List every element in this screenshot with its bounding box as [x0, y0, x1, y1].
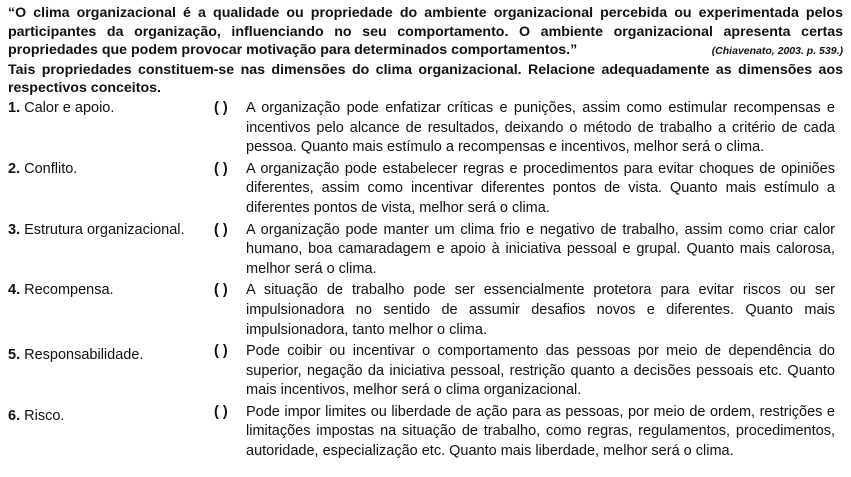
question-intro	[8, 4, 843, 98]
dimension-number: 4.	[8, 282, 21, 299]
matching-row	[8, 99, 843, 158]
matching-row	[8, 281, 843, 340]
dimension-label: Risco.	[24, 407, 65, 424]
answer-blank[interactable]: ( )	[214, 99, 228, 116]
answer-blank[interactable]: ( )	[214, 221, 228, 238]
matching-row	[8, 403, 843, 462]
answer-blank[interactable]: ( )	[214, 160, 228, 177]
quote-text: “O clima organizacional é a qualidade ou propriedade do ambiente organizacional percebida ou experimentada pelos participantes da organização, influenciando no seu comportamento. O ambiente organizacional apresenta certas propriedades que podem provocar motivação para determinados comportamentos.”	[8, 5, 843, 59]
dimension-item	[8, 160, 208, 219]
instruction-text: Tais propriedades constituem-se nas dimensões do clima organizacional. Relacione adequadamente as dimensões aos respectivos conceitos.	[8, 61, 843, 97]
dimension-label: Recompensa.	[24, 282, 114, 299]
matching-row	[8, 221, 843, 280]
matching-list	[8, 99, 843, 462]
concept-text: A situação de trabalho pode ser essencialmente protetora para evitar riscos ou ser impulsionadora no sentido de assumir desafios novos e diferentes. Quanto mais impulsionadora, tanto melhor o clima.	[246, 282, 835, 338]
answer-blank[interactable]: ( )	[214, 282, 228, 299]
quote-block	[8, 4, 843, 61]
dimension-label: Conflito.	[24, 160, 78, 177]
dimension-item	[8, 342, 208, 401]
dimension-item	[8, 281, 208, 340]
concept-text: A organização pode enfatizar críticas e punições, assim como estimular recompensas e incentivos pelo alcance de resultados, deixando o método de trabalho a critério de cada pessoa. Quanto mais estímulo a recompensas e incentivos, melhor será o clima.	[246, 99, 835, 156]
dimension-number: 2.	[8, 160, 21, 177]
concept-text: Pode coibir ou incentivar o comportamento das pessoas por meio de dependência do superior, negação da iniciativa pessoal, restrição quanto a decisões pessoais etc. Quanto mais incentivos, melhor será o clima organizacional.	[246, 343, 835, 399]
matching-row	[8, 160, 843, 219]
concept-text: Pode impor limites ou liberdade de ação para as pessoas, por meio de ordem, restrições e limitações impostas na situação de trabalho, como regras, regulamentos, procedimentos, autoridade, especialização etc. Quanto mais liberdade, melhor será o clima.	[246, 403, 835, 460]
dimension-label: Calor e apoio.	[24, 99, 115, 116]
concept-text: A organização pode manter um clima frio e negativo de trabalho, assim como criar calor humano, boa camaradagem e apoio à iniciativa pessoal e grupal. Quanto mais calorosa, melhor será o clima.	[246, 221, 835, 277]
answer-blank[interactable]: ( )	[214, 343, 228, 360]
dimension-number: 5.	[8, 347, 21, 364]
dimension-number: 6.	[8, 407, 21, 424]
dimension-number: 3.	[8, 221, 21, 238]
dimension-number: 1.	[8, 99, 21, 116]
answer-blank[interactable]: ( )	[214, 403, 228, 420]
matching-row	[8, 342, 843, 401]
citation: (Chiavenato, 2003. p. 539.)	[711, 45, 843, 58]
dimension-label: Estrutura organizacional.	[24, 221, 185, 238]
dimension-item	[8, 403, 208, 462]
dimension-item	[8, 221, 208, 280]
dimension-label: Responsabilidade.	[24, 347, 144, 364]
dimension-item	[8, 99, 208, 158]
concept-text: A organização pode estabelecer regras e procedimentos para evitar choques de opiniões diferentes, assim como incentivar diferentes pontos de vista. Quanto mais estímulo a diferentes pontos de vista, melhor será o clima.	[246, 160, 835, 216]
